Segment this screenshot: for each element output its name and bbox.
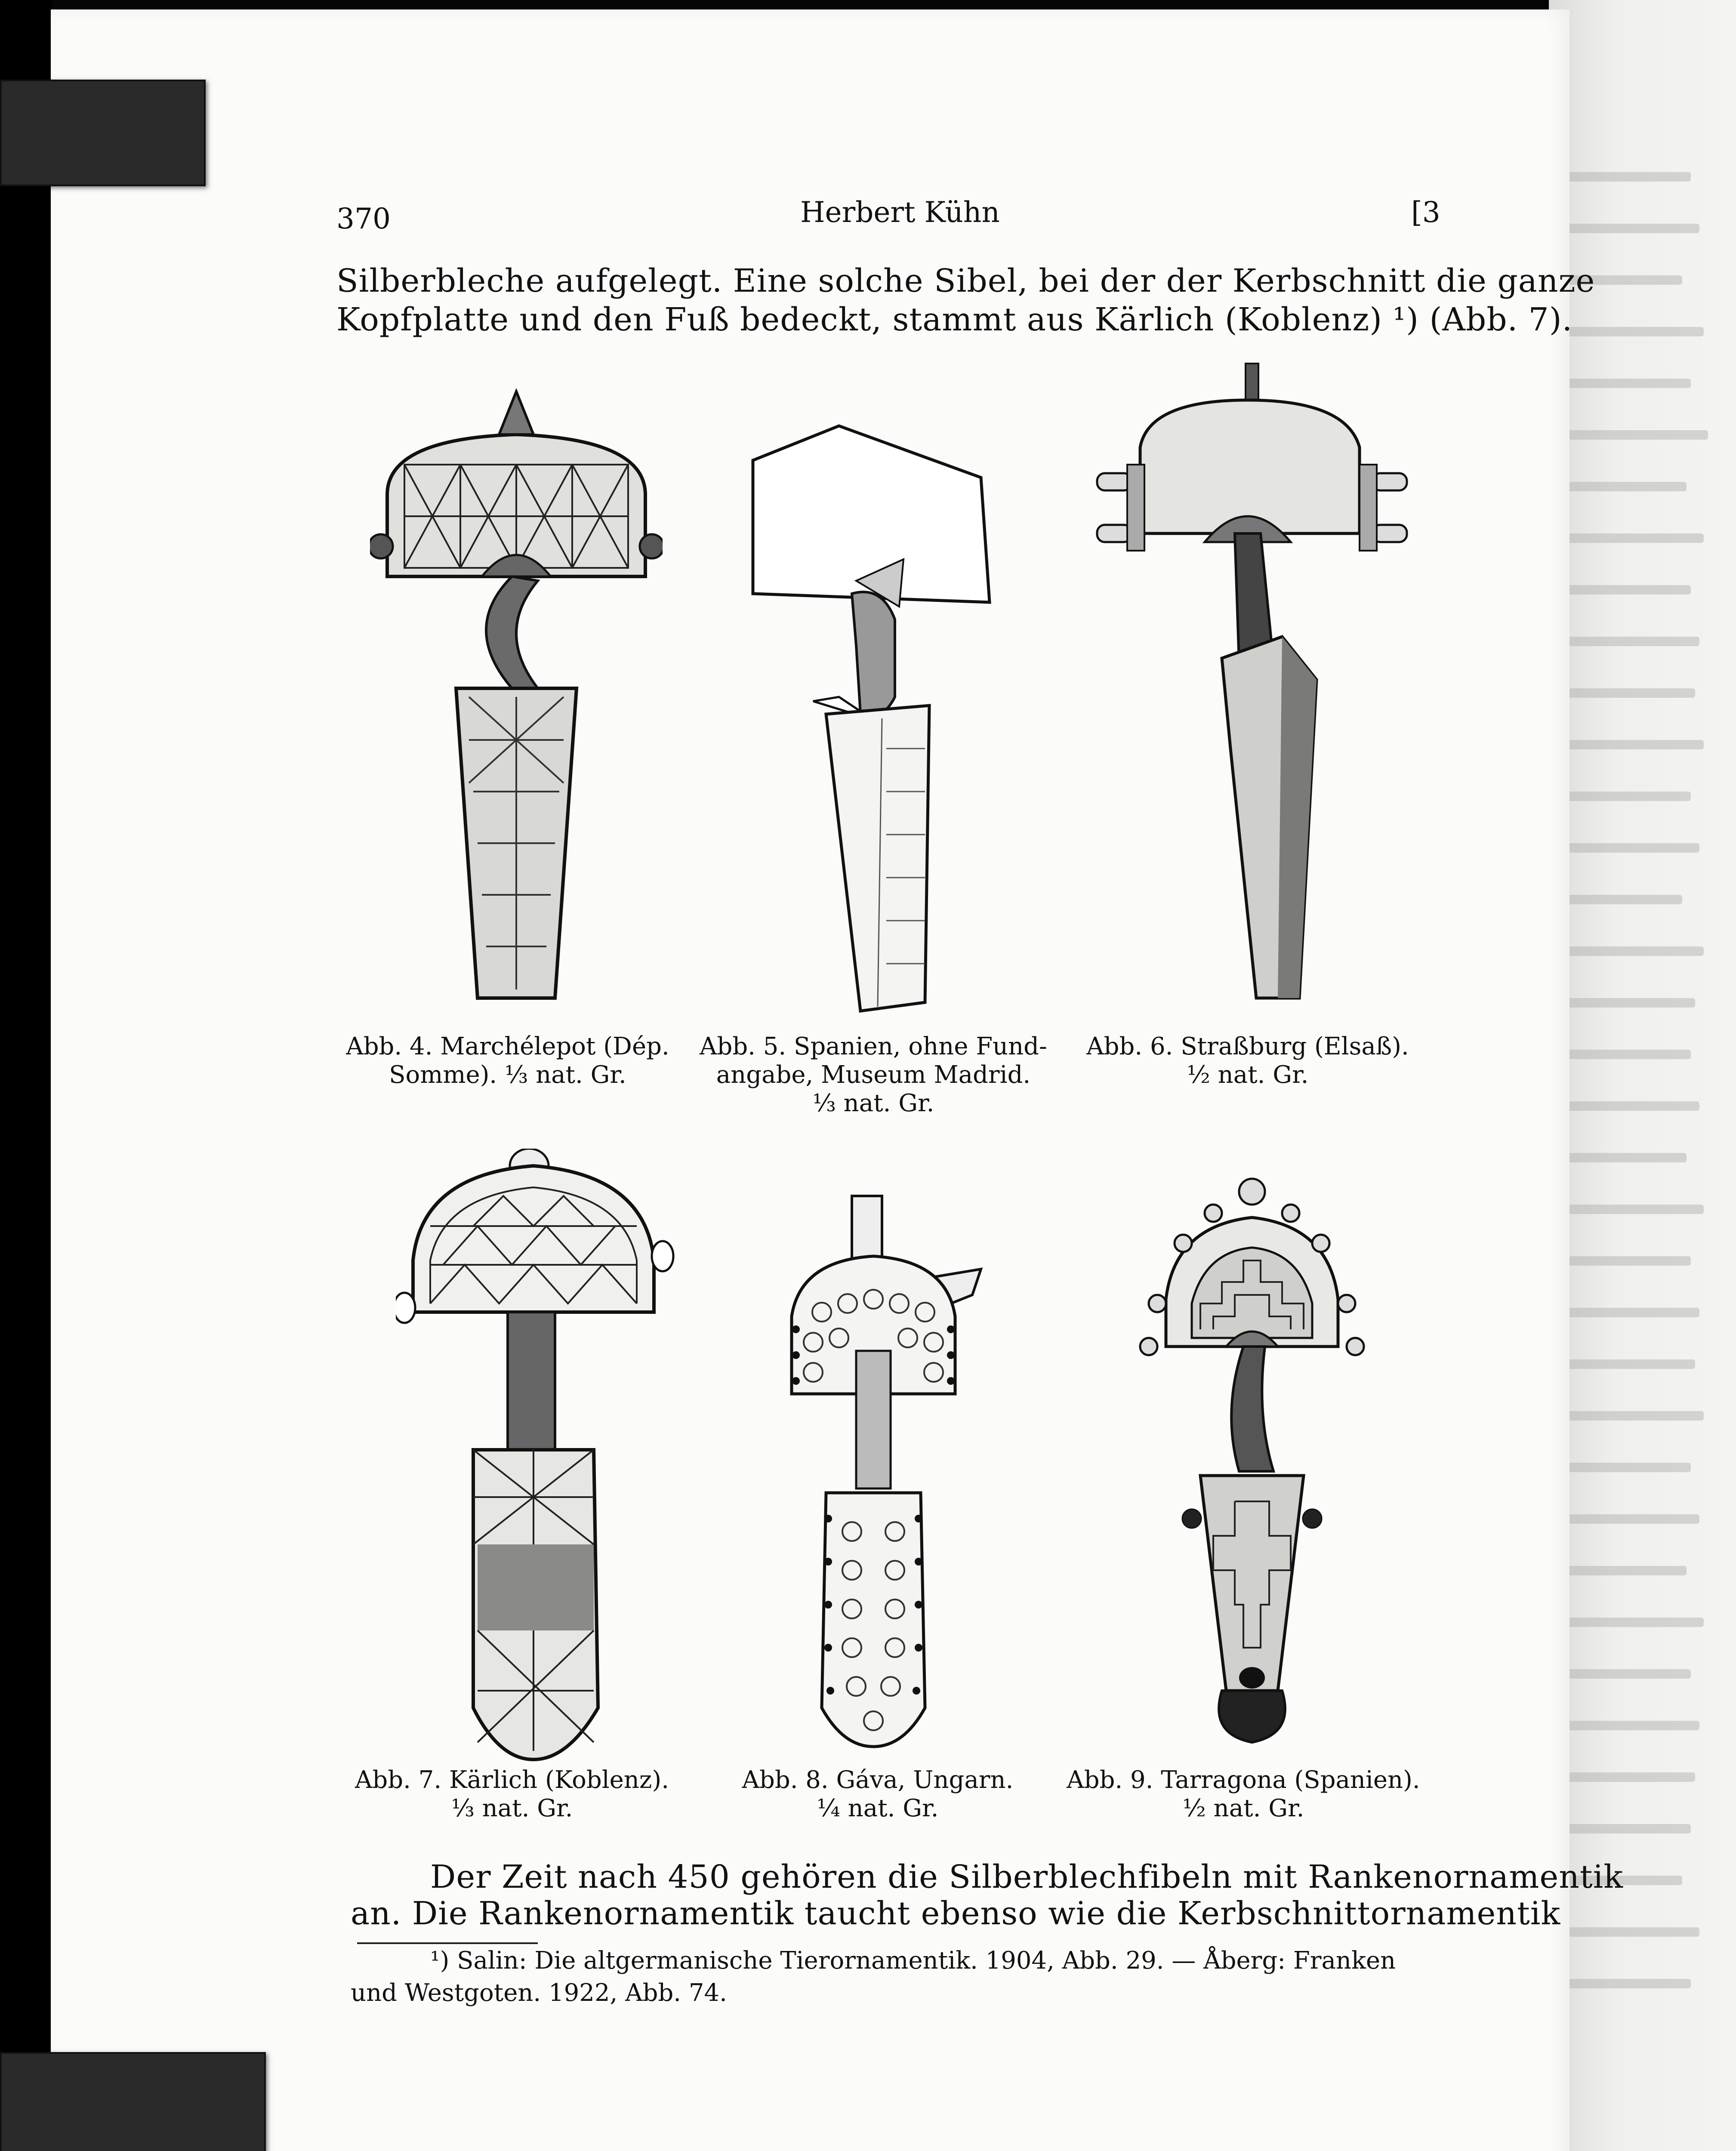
- closing-line-2: an. Die Rankenornamentik taucht ebenso wie die Kerbschnittornamentik: [351, 1895, 1561, 1932]
- top-clip: [0, 80, 206, 186]
- caption-abb7-line2: ⅓ nat. Gr.: [451, 1794, 573, 1822]
- fibula-figure-5: [740, 422, 1007, 1015]
- caption-abb4: [336, 1032, 680, 1089]
- caption-abb8-line1: Abb. 8. Gáva, Ungarn.: [742, 1766, 1014, 1794]
- caption-abb5-line3: ⅓ nat. Gr.: [812, 1089, 934, 1117]
- caption-abb9-line1: Abb. 9. Tarragona (Spanien).: [1067, 1766, 1420, 1794]
- caption-abb5-line2: angabe, Museum Madrid.: [716, 1061, 1031, 1089]
- fibula-figure-4: [370, 387, 663, 1007]
- caption-abb5: [697, 1032, 1050, 1118]
- page-number: 370: [336, 202, 391, 235]
- intro-line-1: Silberbleche aufgelegt. Eine solche Sibel, bei der der Kerbschnitt die ganze: [336, 262, 1595, 299]
- bottom-clip: [0, 2052, 266, 2151]
- caption-abb9-line2: ½ nat. Gr.: [1182, 1794, 1304, 1822]
- fibula-figure-9: [1136, 1174, 1368, 1751]
- fibula-figure-8: [783, 1192, 998, 1751]
- fibula-figure-7: [396, 1149, 680, 1764]
- caption-abb8: [723, 1766, 1033, 1823]
- film-edge: [0, 0, 52, 2151]
- section-mark: [3: [1411, 196, 1440, 229]
- caption-abb7: [344, 1766, 680, 1823]
- footnote-line-2: und Westgoten. 1922, Abb. 74.: [351, 1979, 727, 2007]
- adjacent-page: [1549, 0, 1736, 2151]
- caption-abb6-line1: Abb. 6. Straßburg (Elsaß).: [1086, 1032, 1409, 1060]
- caption-abb9: [1050, 1766, 1437, 1823]
- caption-abb6-line2: ½ nat. Gr.: [1187, 1061, 1309, 1089]
- footnote-line-1: ¹) Salin: Die altgermanische Tierornamentik. 1904, Abb. 29. — Åberg: Franken: [430, 1947, 1396, 1975]
- caption-abb7-line1: Abb. 7. Kärlich (Koblenz).: [355, 1766, 669, 1794]
- fibula-figure-6: [1076, 361, 1428, 1007]
- caption-abb8-line2: ¼ nat. Gr.: [817, 1794, 939, 1822]
- caption-abb4-line2: Somme). ⅓ nat. Gr.: [389, 1061, 626, 1089]
- caption-abb4-line1: Abb. 4. Marchélepot (Dép.: [346, 1032, 669, 1060]
- caption-abb6: [1067, 1032, 1428, 1089]
- running-head-author: Herbert Kühn: [800, 196, 1000, 229]
- footnote-rule: [357, 1942, 538, 1944]
- caption-abb5-line1: Abb. 5. Spanien, ohne Fund-: [700, 1032, 1047, 1060]
- closing-line-1: Der Zeit nach 450 gehören die Silberblechfibeln mit Rankenornamentik: [430, 1858, 1624, 1895]
- intro-line-2: Kopfplatte und den Fuß bedeckt, stammt aus Kärlich (Koblenz) ¹) (Abb. 7).: [336, 301, 1573, 338]
